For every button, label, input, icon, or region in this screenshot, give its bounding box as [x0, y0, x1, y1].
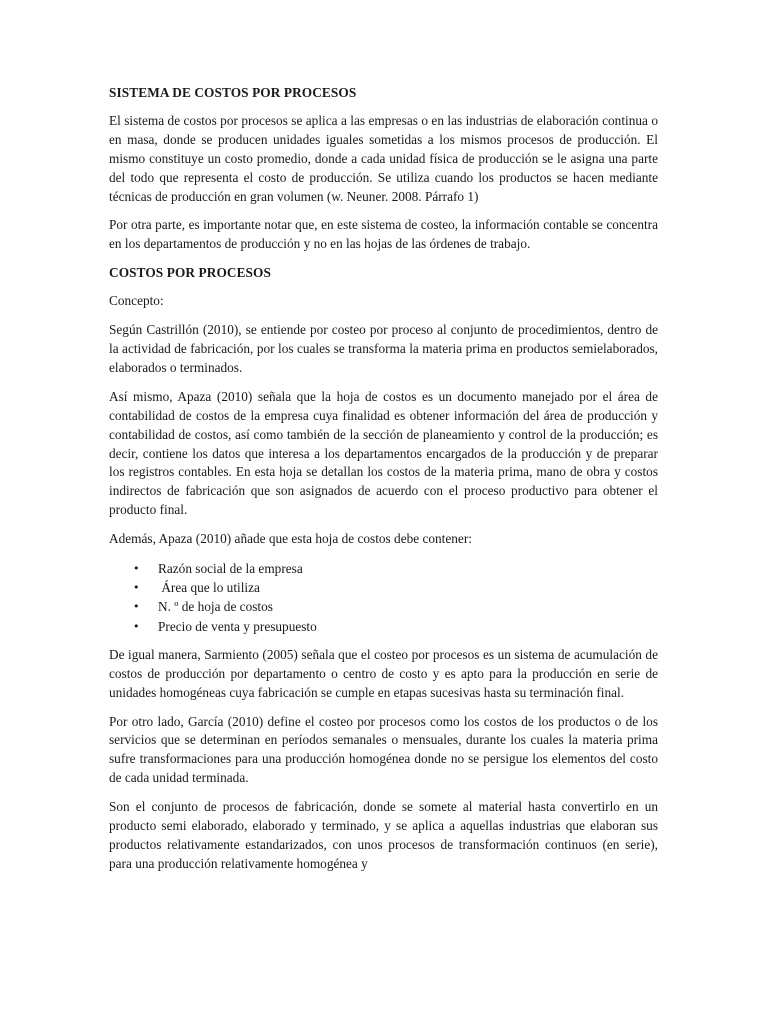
paragraph-5: Además, Apaza (2010) añade que esta hoja de costos debe contener: [109, 531, 472, 547]
bullet-item-text: Área que lo utiliza [158, 580, 260, 596]
bullet-list-item [109, 597, 658, 616]
bullet-icon: • [133, 581, 140, 595]
bullet-list-item [109, 578, 658, 597]
paragraph-7: Por otro lado, García (2010) define el costeo por procesos como los costos de los productos o de los servicios que se determinan en períodos semanales o mensuales, durante los cuales la materia prima sufre transformaciones para una producción homogénea donde no se persigue los elementos del costo de cada unidad terminada. [109, 713, 658, 786]
paragraph-6: De igual manera, Sarmiento (2005) señala que el costeo por procesos es un sistema de acumulación de costos de producción por departamento o centro de costo y es apto para la producción en serie de unidades homogéneas cuya fabricación se cumple en etapas sucesivas hasta su terminación final. [109, 646, 658, 700]
section-heading-sistema-de-costos: SISTEMA DE COSTOS POR PROCESOS [109, 85, 357, 100]
concept-label: Concepto: [109, 293, 164, 309]
bullet-icon: • [133, 619, 140, 633]
bullet-icon: • [133, 562, 140, 576]
bullet-item-text: Precio de venta y presupuesto [158, 618, 317, 634]
section-heading-costos-por-procesos: COSTOS POR PROCESOS [109, 265, 271, 281]
bullet-list-item [109, 559, 658, 578]
bullet-item-text: N. º de hoja de costos [158, 599, 273, 615]
bullet-item-text: Razón social de la empresa [158, 561, 303, 577]
bullet-list [109, 559, 658, 636]
paragraph-4: Así mismo, Apaza (2010) señala que la hoja de costos es un documento manejado por el área de contabilidad de costos de la empresa cuya finalidad es obtener información del área de producción y contabilidad de costos, así como también de la sección de planeamiento y control de la producción; es decir, contiene los datos que interesa a los departamentos encargados de la producción y de preparar los registros contables. En esta hoja se detallan los costos de la materia prima, mano de obra y costos indirectos de fabricación que son asignados de acuerdo con el proceso productivo para obtener el producto final. [109, 388, 658, 518]
paragraph-2: Por otra parte, es importante notar que, en este sistema de costeo, la información contable se concentra en los departamentos de producción y no en las hojas de las órdenes de trabajo. [109, 217, 658, 252]
paragraph-8: Son el conjunto de procesos de fabricación, donde se somete al material hasta convertirlo en un producto semi elaborado, elaborado y terminado, y se aplica a aquellas industrias que elaboran sus productos relativamente estandarizados, con unos procesos de transformación continuos (en serie), para una producción relativamente homogénea y [109, 799, 658, 871]
paragraph-3: Según Castrillón (2010), se entiende por costeo por proceso al conjunto de procedimientos, dentro de la actividad de fabricación, por los cuales se transforma la materia prima en productos semielaborados, elaborados o terminados. [109, 322, 658, 375]
paragraph-1: El sistema de costos por procesos se aplica a las empresas o en las industrias de elaboración continua o en masa, donde se producen unidades iguales sometidas a los mismos procesos de producción. El mismo constituye un costo promedio, donde a cada unidad física de producción se le asigna una parte del todo que representa el costo de producción. Se utiliza cuando los productos se hacen mediante técnicas de producción en gran volumen (w. Neuner. 2008. Párrafo 1) [109, 112, 658, 204]
document-page [109, 84, 658, 884]
bullet-list-item [109, 617, 658, 636]
bullet-icon: • [133, 600, 140, 614]
